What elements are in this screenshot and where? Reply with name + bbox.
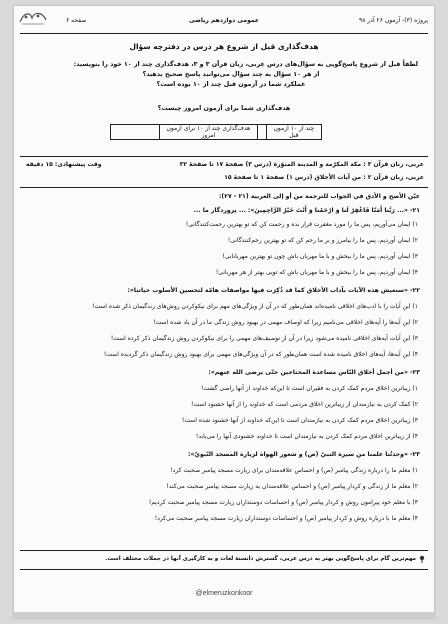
- section-instruction: عيّن الأصح و الأدق في الجواب للترجمة من أو إلى العربية (۲۱ - ۲۷):: [218, 193, 420, 200]
- question-stem: ۲۴- «وجدتُنا علمنا من سيرة النبيّ (ص) و شعور الهواة لزيارة المسجد النّبويّ»:: [188, 451, 420, 458]
- answer-option[interactable]: ۳) ایمان آوردیم، پس ما را ببخش و با ما مهربان باش چون تو بهترین مهربانانی!: [222, 253, 418, 260]
- answer-option[interactable]: ۱) معلم ما را درباره زندگی پیامبر (ص) و احساس علاقه‌مندان برای زیارت مسجد پیامبر صحبت کرد!: [170, 467, 418, 474]
- page-edge: [14, 612, 434, 618]
- goal-col-today: هدف‌گذاری چند از ۱۰ برای آزمون امروز: [160, 125, 258, 140]
- answer-option[interactable]: ۳) این آیات آیه‌های اخلاقی نامیده می‌شود زیرا در آن از توصیف‌های مهمی را برای نیکوکردن روش زندگیمان ذکر کرده است!: [110, 335, 418, 342]
- answer-option[interactable]: ۱) این آیات را با ادب‌های اخلاقی نامیده‌اند همان‌طور که در آن از ویژگی‌های مهم برای نیکوکردن روش‌های زندگیمان ذکر شده است!: [91, 303, 418, 310]
- header-title: عمومی دوازدهم ریاضی: [189, 17, 259, 24]
- page-number: صفحه ۶: [66, 17, 87, 24]
- answer-option[interactable]: ۴) ایمان آوردیم، پس ما را ببخش و با ما مهربان باش که تویی بهتر از هر مهربانی!: [215, 269, 418, 276]
- question-stem: ۲۱- «... رَبَّنا أَمَنّا فَاغْفِرْ لَنا وَ ارْحَمْنا وَ أَنْتَ خَيْرُ الرَّاحِمِينَ»: ... پروردگار ما ...: [193, 207, 420, 214]
- question-stem: ۲۳- «من أجمل أخلاق النّاس مساعدة المحتاجين حتّى يرضى الله عنهم»:: [208, 369, 420, 376]
- study-tip: [20, 550, 428, 570]
- answer-option[interactable]: ۲) معلم ما از زندگی و کردار پیامبر (ص) و احساس علاقه‌مندان به زیارت مسجد پیامبر صحبت می‌کند!: [166, 483, 418, 490]
- goal-setting-title: هدف‌گذاری قبل از شروع هر درس در دفترچه سؤال: [129, 42, 319, 51]
- goal-cell-previous[interactable]: [257, 125, 266, 140]
- answer-option[interactable]: ۳) زیباترین اخلاق مردم کمک کردن به نیازمندان است تا این‌که خداوند از آنها خشنود شده است!: [181, 417, 418, 424]
- exam-sheet: [14, 6, 434, 618]
- lesson-line-2: عربی، زبان قرآن ۲ : من آيات الأخلاق (درس ۱) صفحهٔ ۱ تا صفحهٔ ۱۵: [224, 174, 424, 181]
- goal-cell-today[interactable]: [111, 125, 160, 140]
- answer-option[interactable]: ۱) ایمان می‌آوریم، پس ما را مورد مغفرت قرار بده و رحمت کن که تو بهترین رحمت‌کنندگانی!: [185, 221, 418, 228]
- lesson-line-1: عربی، زبان قرآن ۳ : مكة المكرّمة و المدينة المنوّرة (درس ۳) صفحهٔ ۱۷ تا صفحهٔ ۳۲: [179, 161, 424, 168]
- instruction-line: از هر ۱۰ سؤال به چند سؤال می‌توانید پاسخ صحیح بدهید؟: [142, 71, 320, 78]
- answer-option[interactable]: ۳) با معلم خود پیرامون روش و کردار پیامبر (ص) و احساسات دوستداران زیارت مسجد پیامبر صحبت کردیم!: [148, 499, 418, 506]
- study-tip-text: مهم‌ترین گام برای پاسخ‌گویی بهتر به درس عربی، گسترش دانستهٔ لغات و به کارگیری آنها در جملات مختلف است.: [105, 556, 416, 562]
- goal-table: [110, 124, 322, 140]
- answer-option[interactable]: ۴) معلم ما با درباره روش و کردار پیامبر (ص) و احساسات دوستداران زیارت مسجد پیامبر صحبت می‌کرد!: [154, 515, 418, 522]
- answer-option[interactable]: ۲) کمک کردن به نیازمندان از زیباترین اخلاق مردمی است که خداوند را از آنها خشنود است!: [191, 401, 418, 408]
- brand-logo: [16, 8, 50, 28]
- instruction-line: لطفاً قبل از شروع پاسخ‌گویی به سؤال‌های درس عربی، زبان قرآن ۳ و ۳، هدف‌گذاری چند از ۱۰ خود را بنویسید:: [73, 61, 418, 68]
- answer-option[interactable]: ۲) این آیه‌ها را آیه‌های اخلاقی می‌نامیم زیرا که اوصاف مهمی در بهبود روش زندگی ما در آن یاد شده است!: [153, 319, 418, 326]
- goal-instructions: [44, 60, 418, 90]
- answer-option[interactable]: ۴) این آیه‌ها، آیه‌های اخلاق نامیده شده است همان‌طور که در آن ویژگی‌های مهمی برای بهبود روش زندگیمان ذکر گردیده است!: [103, 351, 418, 358]
- instruction-line: هدف‌گذاری شما برای آزمون امروز چیست؟: [157, 105, 291, 112]
- answer-option[interactable]: ۱) زیباترین اخلاق مردم کمک کردن به فقیران است تا این‌که خداوند از آنها راضی گشت!: [200, 385, 418, 392]
- project-label: پروژه (۳)- آزمون ۲۶ آذر ۹۸: [359, 17, 428, 24]
- answer-option[interactable]: ۲) ایمان آوردیم، پس ما را بیامرز و بر ما رحم کن که تو بهترین رحم‌کنندگانی!: [227, 237, 418, 244]
- channel-handle: @elmeruzkonkoor: [195, 590, 253, 597]
- lesson-info: [20, 156, 428, 188]
- pin-icon: [418, 555, 426, 563]
- suggested-time: وقت پیشنهادی: ۱۵ دقیقه: [26, 161, 102, 168]
- instruction-line: عملکرد شما در آزمون قبل چند از ۱۰ بوده است؟: [156, 81, 306, 88]
- page-header: [20, 10, 428, 32]
- answer-option[interactable]: ۴) از زیباترین اخلاق مردم کمک کردن به نیازمندان است تا خداوند خشنودی آنها را می‌یابد!: [195, 433, 418, 440]
- header-rule: [20, 33, 428, 34]
- question-stem: ۲۲- «سنعيش هذه الآيات بآداب الأخلاق كما قد ذُكِرَت فيها مواصفات هامّة لتحسين الأسلوب حياتنا»:: [127, 287, 420, 294]
- goal-col-previous: چند از ۱۰ آزمون قبل: [266, 125, 321, 140]
